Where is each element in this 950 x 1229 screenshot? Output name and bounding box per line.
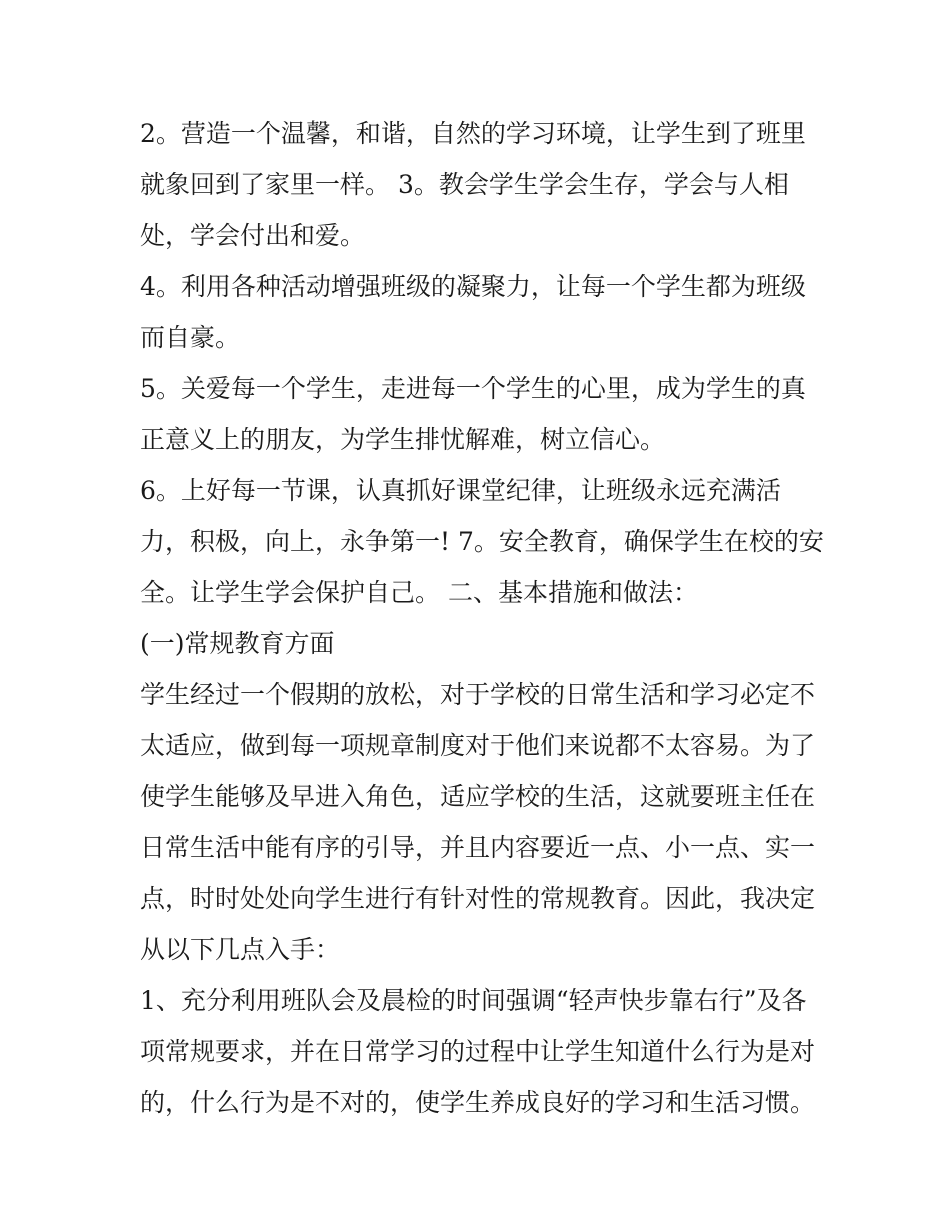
- text-line: 从以下几点入手：: [140, 935, 341, 964]
- text-line: 2。营造一个温馨，和谐，自然的学习环境，让学生到了班里: [140, 119, 806, 148]
- text-line: 项常规要求，并在日常学习的过程中让学生知道什么行为是对: [140, 1037, 816, 1066]
- document-body: [140, 108, 824, 1128]
- text-line: 的，什么行为是不对的，使学生养成良好的学习和生活习惯。: [140, 1088, 816, 1117]
- text-line: 学生经过一个假期的放松，对于学校的日常生活和学习必定不: [140, 680, 816, 709]
- text-line: 4。利用各种活动增强班级的凝聚力，让每一个学生都为班级: [140, 272, 806, 301]
- text-line: 而自豪。: [140, 323, 241, 352]
- text-line: 太适应，做到每一项规章制度对于他们来说都不太容易。为了: [140, 731, 816, 760]
- text-line: 6。上好每一节课，认真抓好课堂纪律，让班级永远充满活: [140, 476, 781, 505]
- text-line: 就象回到了家里一样。 3。教会学生学会生存，学会与人相: [140, 170, 789, 199]
- text-line: 处，学会付出和爱。: [140, 221, 366, 250]
- text-line: 正意义上的朋友，为学生排忧解难，树立信心。: [140, 425, 666, 454]
- text-line: 使学生能够及早进入角色，适应学校的生活，这就要班主任在: [140, 782, 816, 811]
- text-line: 日常生活中能有序的引导，并且内容要近一点、小一点、实一: [140, 833, 816, 862]
- text-line: 点，时时处处向学生进行有针对性的常规教育。因此，我决定: [140, 884, 816, 913]
- text-line: 5。关爱每一个学生，走进每一个学生的心里，成为学生的真: [140, 374, 806, 403]
- text-line: 力，积极，向上，永争第一! 7。安全教育，确保学生在校的安: [140, 527, 824, 556]
- text-line: 1、充分利用班队会及晨检的时间强调“轻声快步靠右行”及各: [140, 986, 807, 1015]
- section-heading: (一)常规教育方面: [140, 629, 335, 658]
- text-line: 全。让学生学会保护自己。 二、基本措施和做法：: [140, 578, 698, 607]
